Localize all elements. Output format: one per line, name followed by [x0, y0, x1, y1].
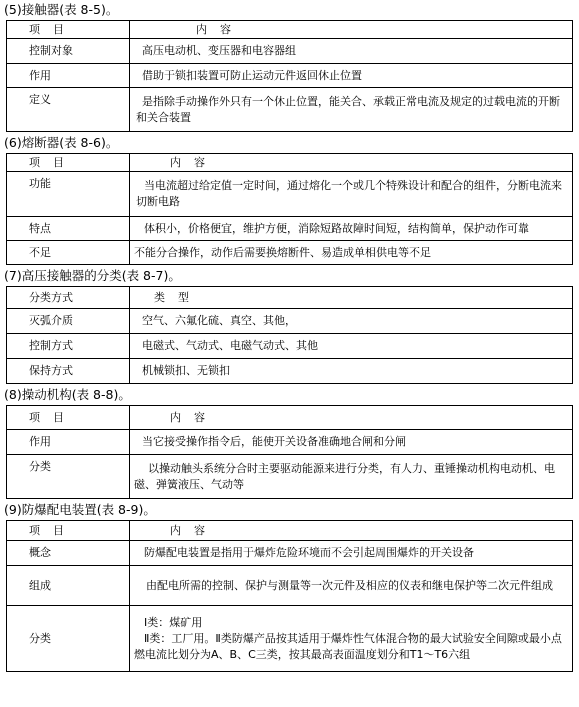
row-content: 当电流超过给定值一定时间，通过熔化一个或几个特殊设计和配合的组件，分断电流来切断电路 [130, 172, 573, 217]
header-content: 内 容 [130, 521, 573, 541]
header-item: 项 目 [7, 21, 130, 39]
row-content: 借助于锁扣装置可防止运动元件返回休止位置 [130, 64, 573, 88]
table-row [7, 541, 573, 566]
header-item: 项 目 [7, 406, 130, 430]
table-row [7, 172, 573, 217]
table-8-6 [6, 153, 573, 265]
header-content: 内 容 [130, 406, 573, 430]
table-row [7, 241, 573, 265]
table-8-9 [6, 520, 573, 672]
section-title-contactor: (5)接触器(表 8-5)。 [4, 2, 119, 17]
header-content: 内 容 [130, 21, 573, 39]
row-label: 灭弧介质 [7, 309, 130, 334]
table-row [7, 455, 573, 499]
row-content: 空气、六氟化硫、真空、其他， [130, 309, 573, 334]
row-label: 控制对象 [7, 39, 130, 64]
row-label: 概念 [7, 541, 130, 566]
row-label: 作用 [7, 64, 130, 88]
row-label: 功能 [7, 172, 130, 217]
section-title-operating-mechanism: (8)操动机构(表 8-8)。 [4, 387, 131, 402]
class-one-line: Ⅰ类：煤矿用 [144, 615, 203, 629]
table-row [7, 64, 573, 88]
row-label: 作用 [7, 430, 130, 455]
row-content: 机械锁扣、无锁扣 [130, 359, 573, 384]
row-content: 防爆配电装置是指用于爆炸危险环境而不会引起周围爆炸的开关设备 [130, 541, 573, 566]
row-label: 分类 [7, 606, 130, 672]
table-header-row [7, 406, 573, 430]
row-label: 控制方式 [7, 334, 130, 359]
row-content: 以操动触头系统分合时主要驱动能源来进行分类，有人力、重锤操动机构电动机、电磁、弹簧液压、气动等 [130, 455, 573, 499]
row-content: 由配电所需的控制、保护与测量等一次元件及相应的仪表和继电保护等二次元件组成 [130, 566, 573, 606]
table-header-row [7, 521, 573, 541]
header-content: 内 容 [130, 154, 573, 172]
header-item: 项 目 [7, 521, 130, 541]
header-category: 分类方式 [7, 287, 130, 309]
table-row [7, 88, 573, 132]
table-header-row [7, 287, 573, 309]
table-8-8 [6, 405, 573, 499]
table-8-5 [6, 20, 573, 132]
row-content [130, 606, 573, 672]
section-title-explosion-proof-switchgear: (9)防爆配电装置(表 8-9)。 [4, 502, 156, 517]
row-label: 组成 [7, 566, 130, 606]
table-header-row [7, 154, 573, 172]
row-content: 高压电动机、变压器和电容器组 [130, 39, 573, 64]
row-label: 定义 [7, 88, 130, 132]
row-label: 分类 [7, 455, 130, 499]
header-item: 项 目 [7, 154, 130, 172]
row-content: 是指除手动操作外只有一个休止位置，能关合、承载正常电流及规定的过载电流的开断和关合装置 [130, 88, 573, 132]
row-content: 体积小，价格便宜，维护方便，消除短路故障时间短，结构简单，保护动作可靠 [130, 217, 573, 241]
table-row [7, 217, 573, 241]
table-row [7, 430, 573, 455]
section-title-hv-contactor-classification: (7)高压接触器的分类(表 8-7)。 [4, 268, 181, 283]
row-label: 特点 [7, 217, 130, 241]
section-title-fuse: (6)熔断器(表 8-6)。 [4, 135, 119, 150]
row-content: 不能分合操作，动作后需要换熔断件、易造成单相供电等不足 [130, 241, 573, 265]
table-row [7, 359, 573, 384]
table-row [7, 566, 573, 606]
row-content: 当它接受操作指令后，能使开关设备准确地合闸和分闸 [130, 430, 573, 455]
table-row [7, 334, 573, 359]
row-label: 保持方式 [7, 359, 130, 384]
table-8-7 [6, 286, 573, 384]
class-two-line: Ⅱ类：工厂用。Ⅱ类防爆产品按其适用于爆炸性气体混合物的最大试验安全间隙或最小点燃电流比划分为A、B、C三类，按其最高表面温度划分和T1～T6六组 [134, 631, 562, 661]
row-content: 电磁式、气动式、电磁气动式、其他 [130, 334, 573, 359]
header-type: 类 型 [130, 287, 573, 309]
table-row [7, 606, 573, 672]
row-label: 不足 [7, 241, 130, 265]
table-row [7, 39, 573, 64]
table-row [7, 309, 573, 334]
table-header-row [7, 21, 573, 39]
